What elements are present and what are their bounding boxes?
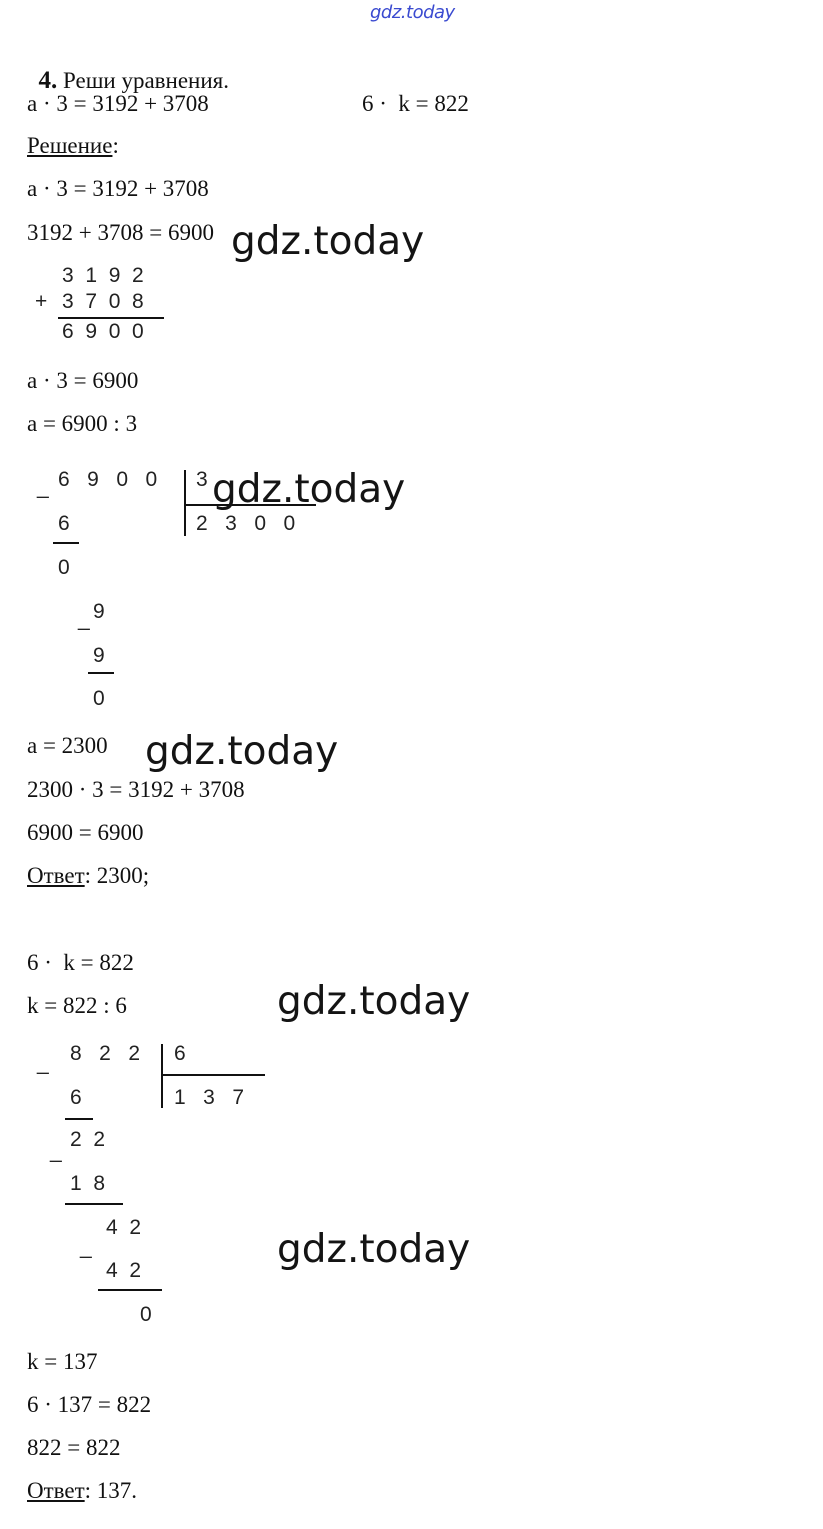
watermark-3: gdz.today	[145, 729, 339, 774]
div1-divisor: 3	[196, 468, 208, 491]
p2-answer	[27, 1478, 137, 1504]
div1-minus2: _	[78, 608, 90, 631]
p2-line2: k = 822 : 6	[27, 993, 127, 1018]
p2-answer-value: : 137.	[84, 1478, 138, 1503]
div2-line2	[65, 1203, 123, 1205]
p1-answer-label: Ответ	[27, 863, 85, 888]
div1-sub2: 9	[93, 644, 105, 667]
p1-line1: a · 3 = 3192 + 3708	[27, 176, 209, 201]
div2-bring3: 4 2	[106, 1216, 142, 1239]
div1-line2	[88, 672, 114, 674]
div2-divisor: 6	[174, 1042, 186, 1065]
p2-answer-label: Ответ	[27, 1478, 85, 1503]
div2-quotient: 1 3 7	[174, 1086, 245, 1109]
p1-answer	[27, 863, 149, 889]
p2-line5: 822 = 822	[27, 1435, 121, 1460]
p1-line4: a = 6900 : 3	[27, 411, 138, 436]
add-row1: 3 1 9 2	[62, 264, 144, 287]
p2-line4: 6 · 137 = 822	[27, 1392, 152, 1417]
equation-1: a · 3 = 3192 + 3708	[27, 91, 209, 116]
equation-2: 6 · k = 822	[362, 91, 469, 116]
task-number: 4.	[38, 67, 58, 94]
add-row2: 3 7 0 8	[62, 290, 144, 313]
p1-line6: 2300 · 3 = 3192 + 3708	[27, 777, 245, 802]
div1-dividend: 6 9 0 0	[58, 468, 158, 491]
p1-line3: a · 3 = 6900	[27, 368, 139, 393]
div2-minus: _	[37, 1052, 49, 1075]
add-sum: 6 9 0 0	[62, 320, 144, 343]
div2-bring2: 2 2	[70, 1128, 106, 1151]
div1-line1	[53, 542, 79, 544]
p1-line7: 6900 = 6900	[27, 820, 144, 845]
div2-dividend: 8 2 2	[70, 1042, 141, 1065]
div2-hline	[161, 1074, 265, 1076]
p2-line1: 6 · k = 822	[27, 950, 134, 975]
div1-bring2: 9	[93, 600, 105, 623]
solution-colon: :	[112, 133, 119, 158]
div2-sub1: 6	[70, 1086, 82, 1109]
div1-minus: _	[37, 476, 49, 499]
solution-label: Решение	[27, 133, 113, 158]
watermark-5: gdz.today	[277, 1227, 471, 1272]
div1-rem2: 0	[93, 687, 105, 710]
solution-heading	[27, 133, 119, 159]
div2-minus2: _	[50, 1140, 62, 1163]
div2-line1	[65, 1118, 93, 1120]
div2-minus3: _	[80, 1236, 92, 1259]
p1-answer-value: : 2300;	[84, 863, 150, 888]
p1-line5: a = 2300	[27, 733, 108, 758]
watermark-4: gdz.today	[277, 979, 471, 1024]
div1-quotient: 2 3 0 0	[196, 512, 296, 535]
div2-line3	[98, 1289, 162, 1291]
p1-line2: 3192 + 3708 = 6900	[27, 220, 214, 245]
add-sign: +	[35, 290, 48, 313]
div2-sub2: 1 8	[70, 1172, 106, 1195]
task-header	[27, 42, 229, 94]
div1-vline	[184, 470, 186, 536]
add-line	[58, 317, 164, 319]
div2-rem: 0	[140, 1303, 152, 1326]
watermark-1: gdz.today	[231, 219, 425, 264]
div1-rem1: 0	[58, 556, 70, 579]
task-title: Реши уравнения.	[63, 68, 229, 93]
div2-sub3: 4 2	[106, 1259, 142, 1282]
div1-sub1: 6	[58, 512, 70, 535]
div2-vline	[161, 1044, 163, 1108]
p2-line3: k = 137	[27, 1349, 98, 1374]
watermark-2: gdz.today	[212, 467, 406, 512]
watermark-top: gdz.today	[370, 2, 455, 23]
